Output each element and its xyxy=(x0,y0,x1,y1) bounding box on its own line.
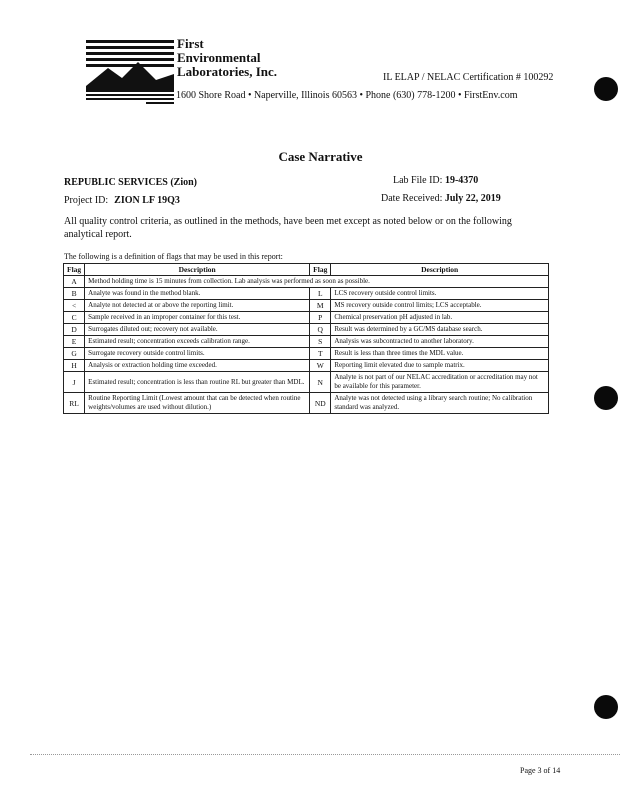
punch-hole xyxy=(594,77,618,101)
flag-code: G xyxy=(64,348,85,360)
flag-code: H xyxy=(64,360,85,372)
table-row xyxy=(64,300,549,312)
table-header-row xyxy=(64,264,549,276)
flag-description: Reporting limit elevated due to sample matrix. xyxy=(331,360,549,372)
flag-code: P xyxy=(310,312,331,324)
table-row xyxy=(64,324,549,336)
flag-code: < xyxy=(64,300,85,312)
flag-description: MS recovery outside control limits; LCS acceptable. xyxy=(331,300,549,312)
intro-paragraph: All quality control criteria, as outlined in the methods, have been met except as noted below or on the following analytical report. xyxy=(64,216,512,240)
flag-code: Q xyxy=(310,324,331,336)
flag-definitions-table xyxy=(63,263,549,414)
page-number: Page 3 of 14 xyxy=(520,766,561,775)
flag-description: Surrogate recovery outside control limits. xyxy=(85,348,310,360)
flag-description: Routine Reporting Limit (Lowest amount that can be detected when routine weights/volumes are used without dilution.) xyxy=(85,393,310,414)
flag-code: J xyxy=(64,372,85,393)
flag-description: Estimated result; concentration exceeds calibration range. xyxy=(85,336,310,348)
flag-code: A xyxy=(64,276,85,288)
flag-code: W xyxy=(310,360,331,372)
flag-code: M xyxy=(310,300,331,312)
flag-code: N xyxy=(310,372,331,393)
flag-description: Estimated result; concentration is less than routine RL but greater than MDL. xyxy=(85,372,310,393)
table-row xyxy=(64,348,549,360)
flag-description: Method holding time is 15 minutes from collection. Lab analysis was performed as soon as possible. xyxy=(85,276,549,288)
flag-description: Analyte is not part of our NELAC accreditation or accreditation may not be available for this parameter. xyxy=(331,372,549,393)
flag-code: E xyxy=(64,336,85,348)
flag-code: ND xyxy=(310,393,331,414)
flag-code: C xyxy=(64,312,85,324)
table-row xyxy=(64,360,549,372)
flag-description: Surrogates diluted out; recovery not available. xyxy=(85,324,310,336)
flag-description: Analyte not detected at or above the reporting limit. xyxy=(85,300,310,312)
table-row xyxy=(64,393,549,414)
flag-description: Analyte was found in the method blank. xyxy=(85,288,310,300)
column-header: Flag xyxy=(64,264,85,276)
flag-description: Result is less than three times the MDL value. xyxy=(331,348,549,360)
punch-hole xyxy=(594,386,618,410)
table-row xyxy=(64,288,549,300)
flag-code: S xyxy=(310,336,331,348)
punch-hole xyxy=(594,695,618,719)
flag-code: B xyxy=(64,288,85,300)
table-row xyxy=(64,276,549,288)
flag-description: LCS recovery outside control limits. xyxy=(331,288,549,300)
flag-code: RL xyxy=(64,393,85,414)
company-logo xyxy=(86,38,174,104)
flag-description: Analysis or extraction holding time exceeded. xyxy=(85,360,310,372)
table-row xyxy=(64,336,549,348)
lab-file-id: Lab File ID: 19-4370 xyxy=(393,175,479,186)
flag-description: Result was determined by a GC/MS database search. xyxy=(331,324,549,336)
table-row xyxy=(64,312,549,324)
table-intro: The following is a definition of flags that may be used in this report: xyxy=(64,252,283,261)
date-received: Date Received: July 22, 2019 xyxy=(381,193,501,204)
certification: IL ELAP / NELAC Certification # 100292 xyxy=(383,72,554,83)
footer-rule xyxy=(30,754,620,759)
flag-code: D xyxy=(64,324,85,336)
client-name: REPUBLIC SERVICES (Zion) xyxy=(64,177,198,188)
flag-code: T xyxy=(310,348,331,360)
company-address: 1600 Shore Road • Naperville, Illinois 60563 • Phone (630) 778-1200 • FirstEnv.com xyxy=(176,90,518,101)
flag-code: L xyxy=(310,288,331,300)
flag-description: Sample received in an improper container for this test. xyxy=(85,312,310,324)
column-header: Description xyxy=(85,264,310,276)
project-id: Project ID: ZION LF 19Q3 xyxy=(64,195,180,206)
column-header: Flag xyxy=(310,264,331,276)
flag-description: Analyte was not detected using a library search routine; No calibration standard was analyzed. xyxy=(331,393,549,414)
table-row xyxy=(64,372,549,393)
flag-description: Analysis was subcontracted to another laboratory. xyxy=(331,336,549,348)
flag-description: Chemical preservation pH adjusted in lab. xyxy=(331,312,549,324)
column-header: Description xyxy=(331,264,549,276)
company-name: First Environmental Laboratories, Inc. xyxy=(177,36,278,79)
page-title: Case Narrative xyxy=(278,149,363,164)
